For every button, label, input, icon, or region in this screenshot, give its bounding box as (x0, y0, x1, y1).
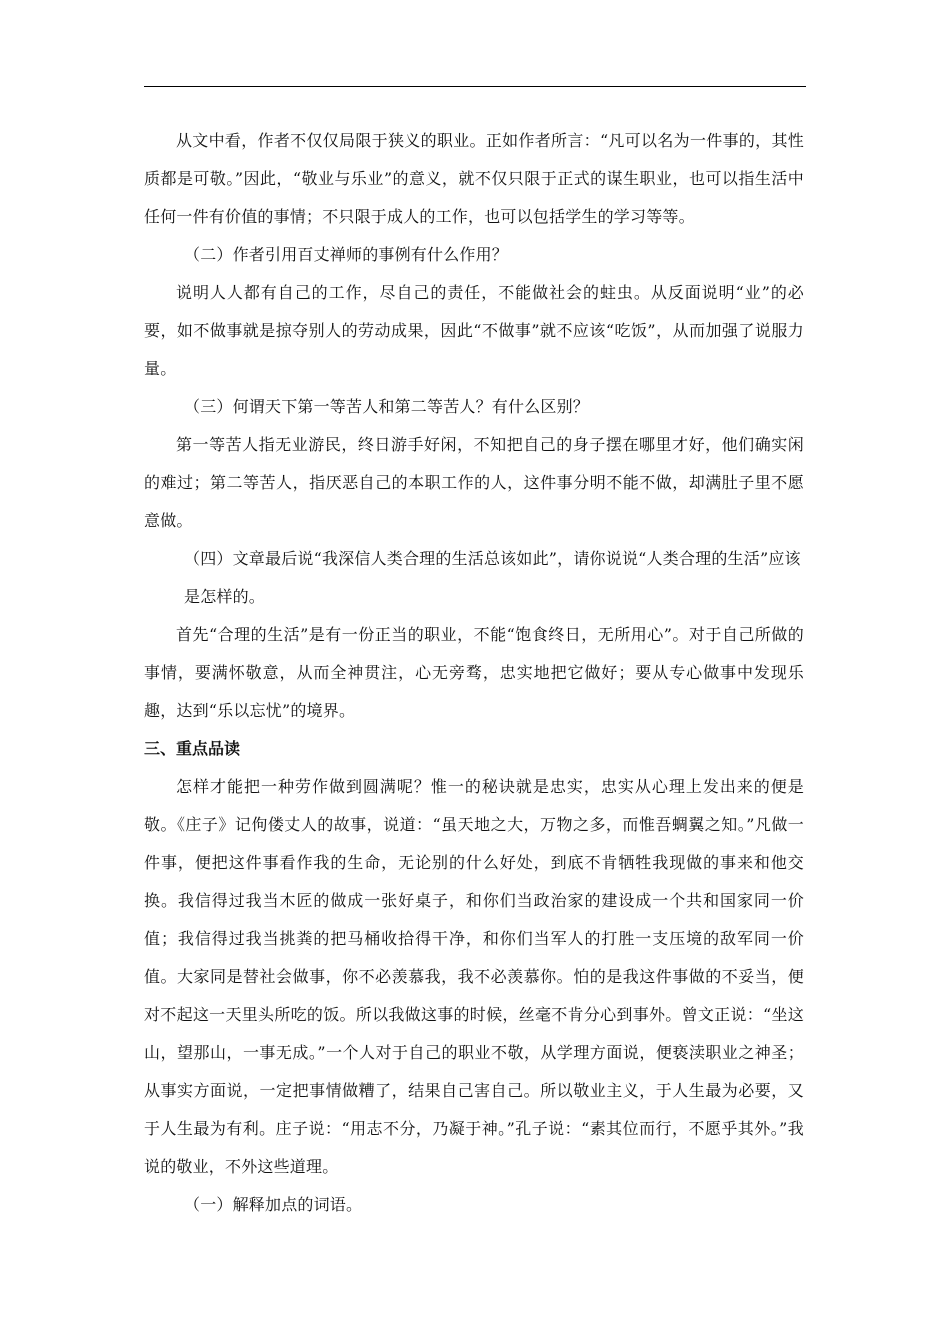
answer-paragraph: 说明人人都有自己的工作，尽自己的责任，不能做社会的蛀虫。从反面说明“业”的必要，如不做事就是掠夺别人的劳动成果，因此“不做事”就不应该“吃饭”，从而加强了说服力量。 (144, 283, 804, 378)
question-item: （一）解释加点的词语。 (184, 1195, 363, 1214)
answer-paragraph: 第一等苦人指无业游民，终日游手好闲，不知把自己的身子摆在哪里才好，他们确实闲的难过；第二等苦人，指厌恶自己的本职工作的人，这件事分明不能不做，却满肚子里不愿意做。 (144, 435, 804, 530)
answer-paragraph: 从文中看，作者不仅仅局限于狭义的职业。正如作者所言：“凡可以名为一件事的，其性质都是可敬。”因此，“敬业与乐业”的意义，就不仅只限于正式的谋生职业，也可以指生活中任何一件有价值的事情；不只限于成人的工作，也可以包括学生的学习等等。 (144, 131, 804, 226)
header-rule (144, 86, 806, 87)
answer-paragraph: 首先“合理的生活”是有一份正当的职业，不能“饱食终日，无所用心”。对于自己所做的事情，要满怀敬意，从而全神贯注，心无旁骛，忠实地把它做好；要从专心做事中发现乐趣，达到“乐以忘忧”的境界。 (144, 625, 804, 720)
section-heading: 三、重点品读 (144, 739, 241, 758)
question-item: （四）文章最后说“我深信人类合理的生活总该如此”，请你说说“人类合理的生活”应该是怎样的。 (184, 549, 801, 606)
question-item: （三）何谓天下第一等苦人和第二等苦人？有什么区别？ (184, 397, 590, 416)
document-body (144, 122, 804, 1224)
reading-passage: 怎样才能把一种劳作做到圆满呢？惟一的秘诀就是忠实，忠实从心理上发出来的便是敬。《庄子》记佝偻丈人的故事，说道：“虽天地之大，万物之多，而惟吾蜩翼之知。”凡做一件事，便把这件事看作我的生命，无论别的什么好处，到底不肯牺牲我现做的事来和他交换。我信得过我当木匠的做成一张好桌子，和你们当政治家的建设成一个共和国家同一价值；我信得过我当挑粪的把马桶收拾得干净，和你们当军人的打胜一支压境的敌军同一价值。大家同是替社会做事，你不必羡慕我，我不必羡慕你。怕的是我这件事做的不妥当，便对不起这一天里头所吃的饭。所以我做这事的时候，丝毫不肯分心到事外。曾文正说：“坐这山，望那山，一事无成。”一个人对于自己的职业不敬，从学理方面说，便亵渎职业之神圣；从事实方面说，一定把事情做糟了，结果自己害自己。所以敬业主义，于人生最为必要，又于人生最为有利。庄子说：“用志不分，乃凝于神。”孔子说：“素其位而行，不愿乎其外。”我说的敬业，不外这些道理。 (144, 777, 804, 1176)
question-item: （二）作者引用百丈禅师的事例有什么作用？ (184, 245, 509, 264)
